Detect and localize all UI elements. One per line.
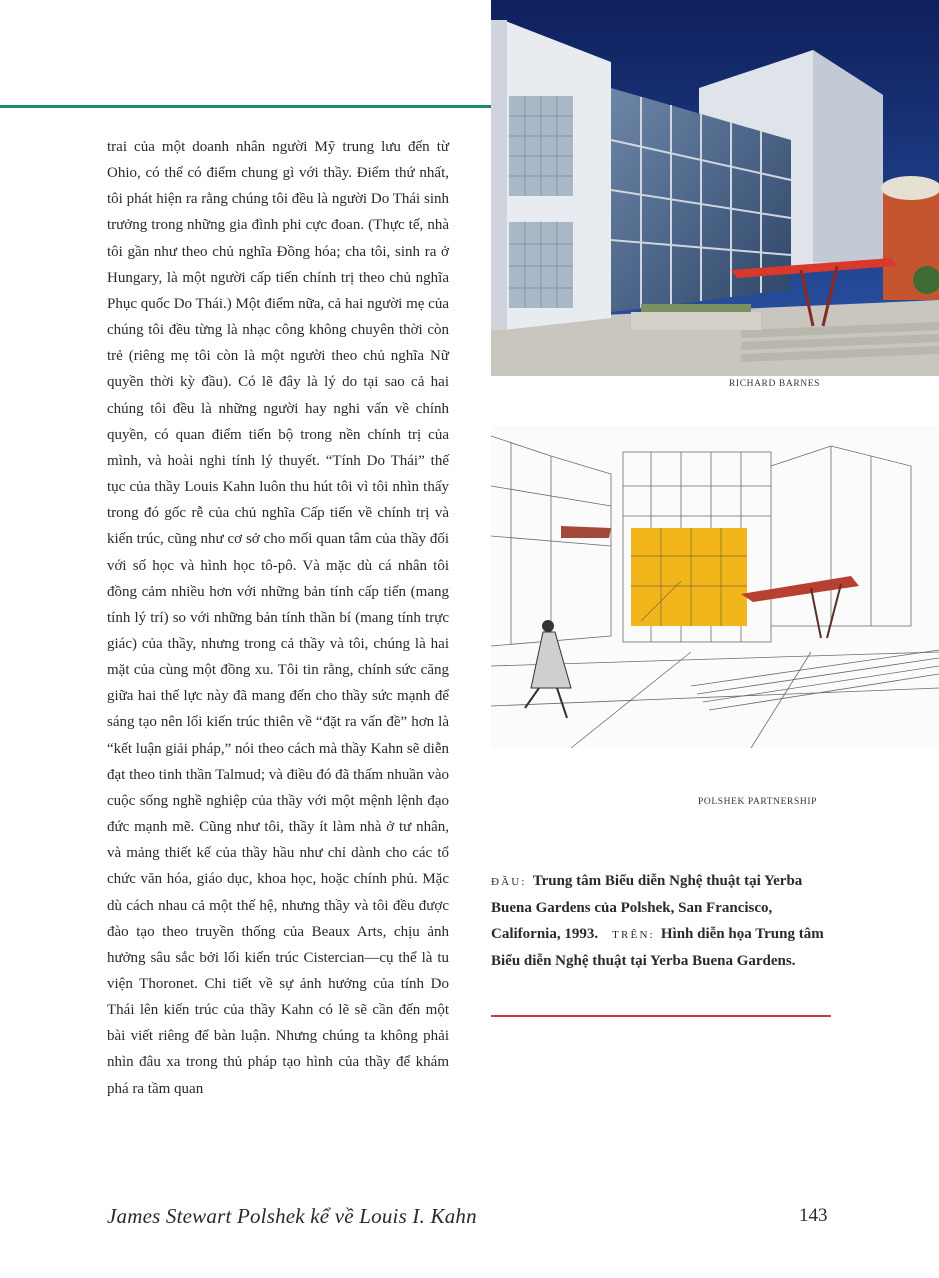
body-text: trai của một doanh nhân người Mỹ trung lưu đến từ Ohio, có thể có điểm chung gì với thầy. Điểm thứ nhất, tôi phát hiện ra rằng chúng tôi đều là người Do Thái sinh trưởng trong những gia đình phi cực đoan. (Thực tế, nhà tôi gần như theo chủ nghĩa Đồng hóa; cha tôi, sinh ra ở Hungary, là một người cấp tiến chính trị theo chủ nghĩa Phục quốc Do Thái.) Một điểm nữa, cả hai người mẹ của chúng tôi đều từng là nhạc công không chuyên thời còn trẻ (riêng mẹ tôi còn là một người theo chủ nghĩa Nữ quyền thời kỳ đầu). Có lẽ đây là lý do tại sao cả hai chúng tôi đều là những người hay nghi vấn về chính quyền, có quan điểm tiến bộ trong nền chính trị của mình, và hoài nghi tính lý thuyết. “Tính Do Thái” thế tục của thầy Louis Kahn luôn thu hút tôi vì tôi nhìn thấy trong đó gốc rễ của chủ nghĩa Cấp tiến về chính trị và kiến trúc, cũng như cơ sở cho mối quan tâm của thầy đối với số học và hình học tô-pô. Và mặc dù cá nhân tôi đồng cảm nhiều hơn với những bản tính cấp tiến (mang tính lý trí) so với những bản tính thần bí (mang tính trực giác) của thầy, nhưng trong cả thầy và tôi, chúng là hai mặt của cùng một đồng xu. Tôi tin rằng, chính sức căng giữa hai thế lực này đã mang đến cho thầy sức mạnh để sáng tạo nên lối kiến trúc thiên về “đặt ra vấn đề” hơn là “kết luận giải pháp,” nói theo cách mà thầy Kahn sẽ diễn đạt theo tinh thần Talmud; và điều đó đã thấm nhuần vào cuộc sống nghề nghiệp của thầy với một mệnh lệnh đạo đức mạnh mẽ. Cũng như tôi, thầy ít làm nhà ở tư nhân, và mảng thiết kế của thầy hầu như chỉ dành cho các tổ chức văn hóa, giáo dục, khoa học, hoặc chính phủ. Mặc dù cách nhau cả một thế hệ, nhưng thầy và tôi đều được đào tạo theo truyền thống của Beaux Arts, chịu ảnh hưởng sâu sắc bởi lối kiến trúc Cistercian—cụ thể là tu viện Thoronet. Chi tiết về sự ảnh hưởng của tính Do Thái lên kiến trúc của thầy Kahn có lẽ sẽ cần đến một bài viết riêng để bàn luận. Nhưng chúng ta không phải nhìn đâu xa trong thủ pháp tạo hình của thầy để khám phá ra tầm quan [107,139,449,1097]
running-footer-title: James Stewart Polshek kể về Louis I. Kahn [107,1204,477,1228]
figure-caption [491,868,841,974]
caption-text-top: Trung tâm Biểu diễn Nghệ thuật tại Yerba Buena Gardens của Polshek, San Francisco, California, 1993. [491,873,803,942]
building-photo-image [491,0,939,376]
building-rendering [491,426,939,748]
page-number: 143 [799,1205,828,1226]
photo-credit: RICHARD BARNES [729,379,821,389]
building-photo [491,0,939,376]
rendering-credit: POLSHEK PARTNERSHIP [698,797,817,807]
top-green-rule [0,105,492,108]
caption-red-rule [491,1015,831,1017]
caption-label-above: TRÊN: [612,929,655,941]
building-rendering-image [491,426,939,748]
caption-label-top: ĐẦU: [491,876,527,888]
caption-text-above: Hình diễn họa Trung tâm Biểu diễn Nghệ thuật tại Yerba Buena Gardens. [491,926,824,969]
